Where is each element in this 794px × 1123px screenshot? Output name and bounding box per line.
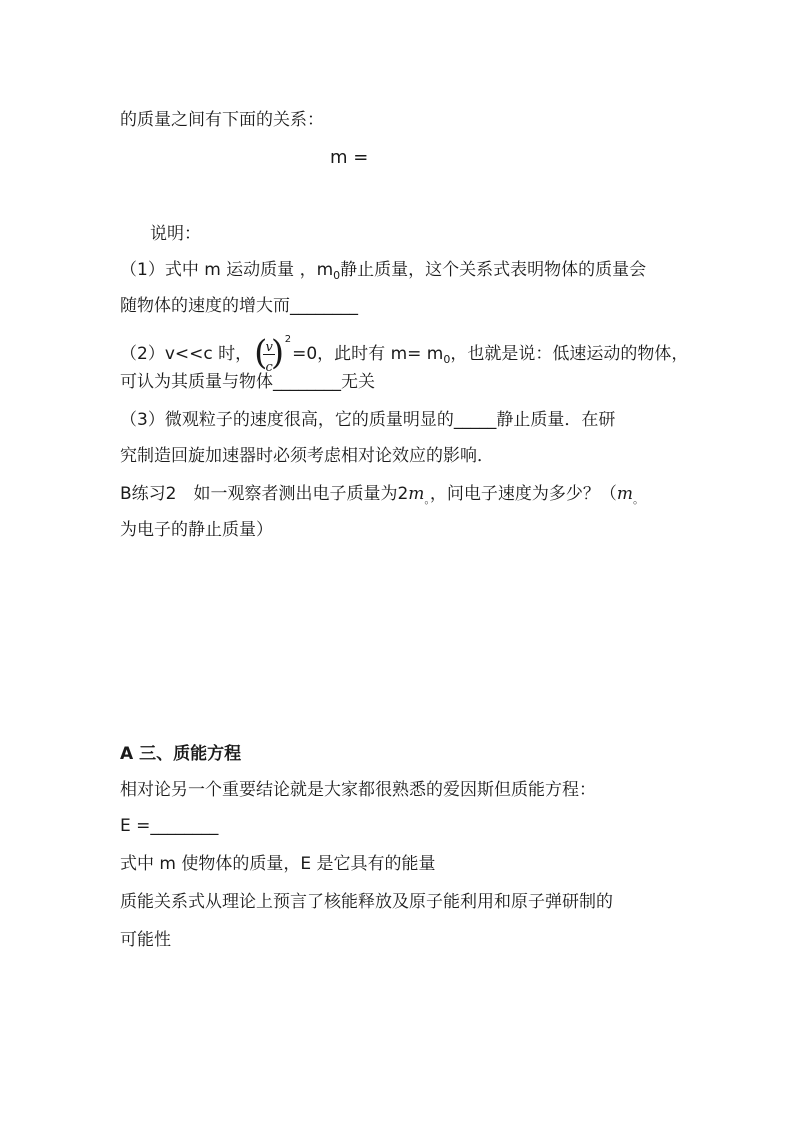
item-1-line-1 [120,258,646,288]
section-3-title: A 三、质能方程 [120,744,242,764]
item-2-text-b: =0，此时有 m= m [292,344,444,364]
item-3-line-1: （3）微观粒子的速度很高，它的质量明显的_____静止质量．在研 [120,410,616,430]
item-1-text-a: （1）式中 m 运动质量 ，m [120,260,334,280]
intro-text: 的质量之间有下面的关系： [120,110,324,130]
electron-rest-mass-subscript: 。 [633,493,645,506]
item-1-text-b: 静止质量，这个关系式表明物体的质量会 [340,260,647,280]
section-3-line-1: 相对论另一个重要结论就是大家都很熟悉的爱因斯但质能方程： [120,780,596,800]
item-3-line-2: 究制造回旋加速器时必须考虑相对论效应的影响． [120,446,494,466]
rest-mass-subscript-2: 0 [443,353,451,366]
electron-mass-subscript: 。 [424,493,430,506]
item-1-line-2: 随物体的速度的增大而________ [120,296,358,316]
v-over-c-squared: ( v c ) 2 [254,332,284,376]
electron-rest-mass-symbol: m [616,484,634,504]
rest-mass-subscript: 0 [333,269,341,282]
electron-mass-symbol: m [408,484,425,504]
fraction-denominator: c [265,360,273,375]
explanation-label: 说明： [150,224,201,244]
section-3-line-3: 式中 m 使物体的质量，E 是它具有的能量 [120,854,436,874]
exercise-2-text-a: B练习2 如一观察者测出电子质量为2 [120,484,409,504]
mass-formula: m = [330,147,369,168]
item-2-line-2: 可认为其质量与物体________无关 [120,372,375,392]
fraction-exponent: 2 [284,334,292,345]
section-3-line-2: E =________ [120,816,219,836]
item-2-text-a: （2）v<<c 时， [120,344,253,364]
section-3-line-4: 质能关系式从理论上预言了核能释放及原子能利用和原子弹研制的 [120,892,613,912]
exercise-2-line-2: 为电子的静止质量） [120,520,273,540]
fraction-numerator: v [265,340,273,355]
item-2-text-c: ，也就是说：低速运动的物体， [450,344,689,364]
exercise-2-line-1 [120,482,644,512]
section-3-line-5: 可能性 [120,930,171,950]
exercise-2-text-b: ，问电子速度为多少？（ [429,484,617,504]
